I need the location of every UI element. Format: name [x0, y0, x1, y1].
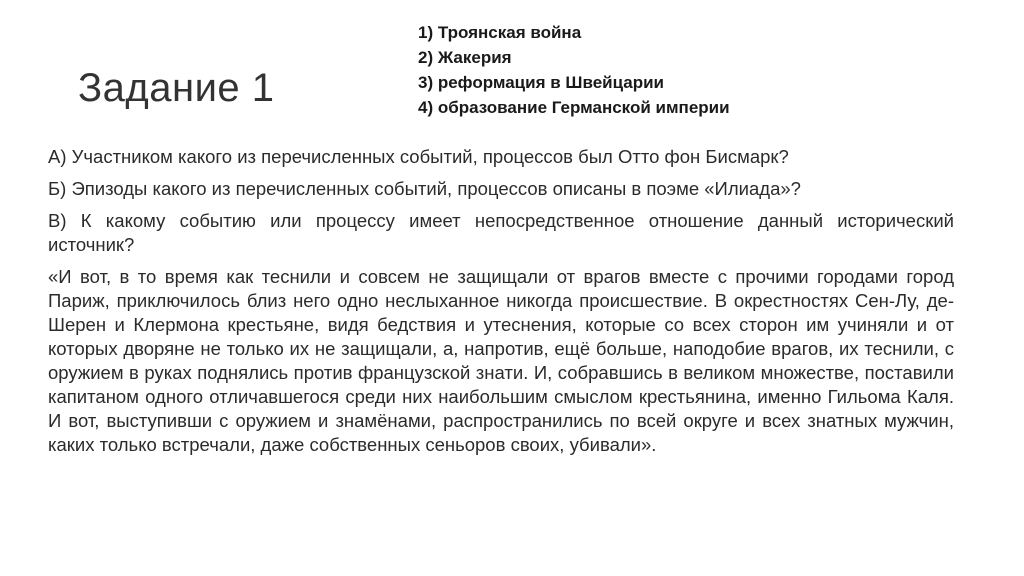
answer-option-1: 1) Троянская война — [418, 23, 582, 42]
answer-options-list — [418, 20, 978, 120]
answer-option-2: 2) Жакерия — [418, 48, 512, 67]
slide-title: Задание 1 — [78, 66, 275, 110]
answer-option-4: 4) образование Германской империи — [418, 98, 730, 117]
question-v: В) К какому событию или процессу имеет непосредственное отношение данный исторический источник? — [48, 210, 954, 255]
historical-source-text: «И вот, в то время как теснили и совсем не защищали от врагов вместе с прочими городами город Париж, приключилось близ него одно неслыханное никогда происшествие. В окрестностях Сен-Лу, де-Шерен и Клермона крестьяне, видя бедствия и утеснения, которые со всех сторон им учиняли и от которых дворяне не только их не защищали, а, напротив, ещё больше, наподобие врагов, их теснили, с оружием в руках поднялись против французской знати. И, собравшись в великом множестве, поставили капитаном одного отличавшегося среди них наибольшим смыслом крестьянина, именно Гильома Каля. И вот, выступивши с оружием и знамёнами, распространились по всей округе и всех знатных мужчин, каких только встречали, даже собственных сеньоров своих, убивали». — [48, 266, 954, 455]
task-content — [48, 145, 954, 465]
question-b: Б) Эпизоды какого из перечисленных событий, процессов описаны в поэме «Илиада»? — [48, 178, 801, 199]
answer-option-3: 3) реформация в Швейцарии — [418, 73, 665, 92]
question-a: А) Участником какого из перечисленных событий, процессов был Отто фон Бисмарк? — [48, 146, 789, 167]
